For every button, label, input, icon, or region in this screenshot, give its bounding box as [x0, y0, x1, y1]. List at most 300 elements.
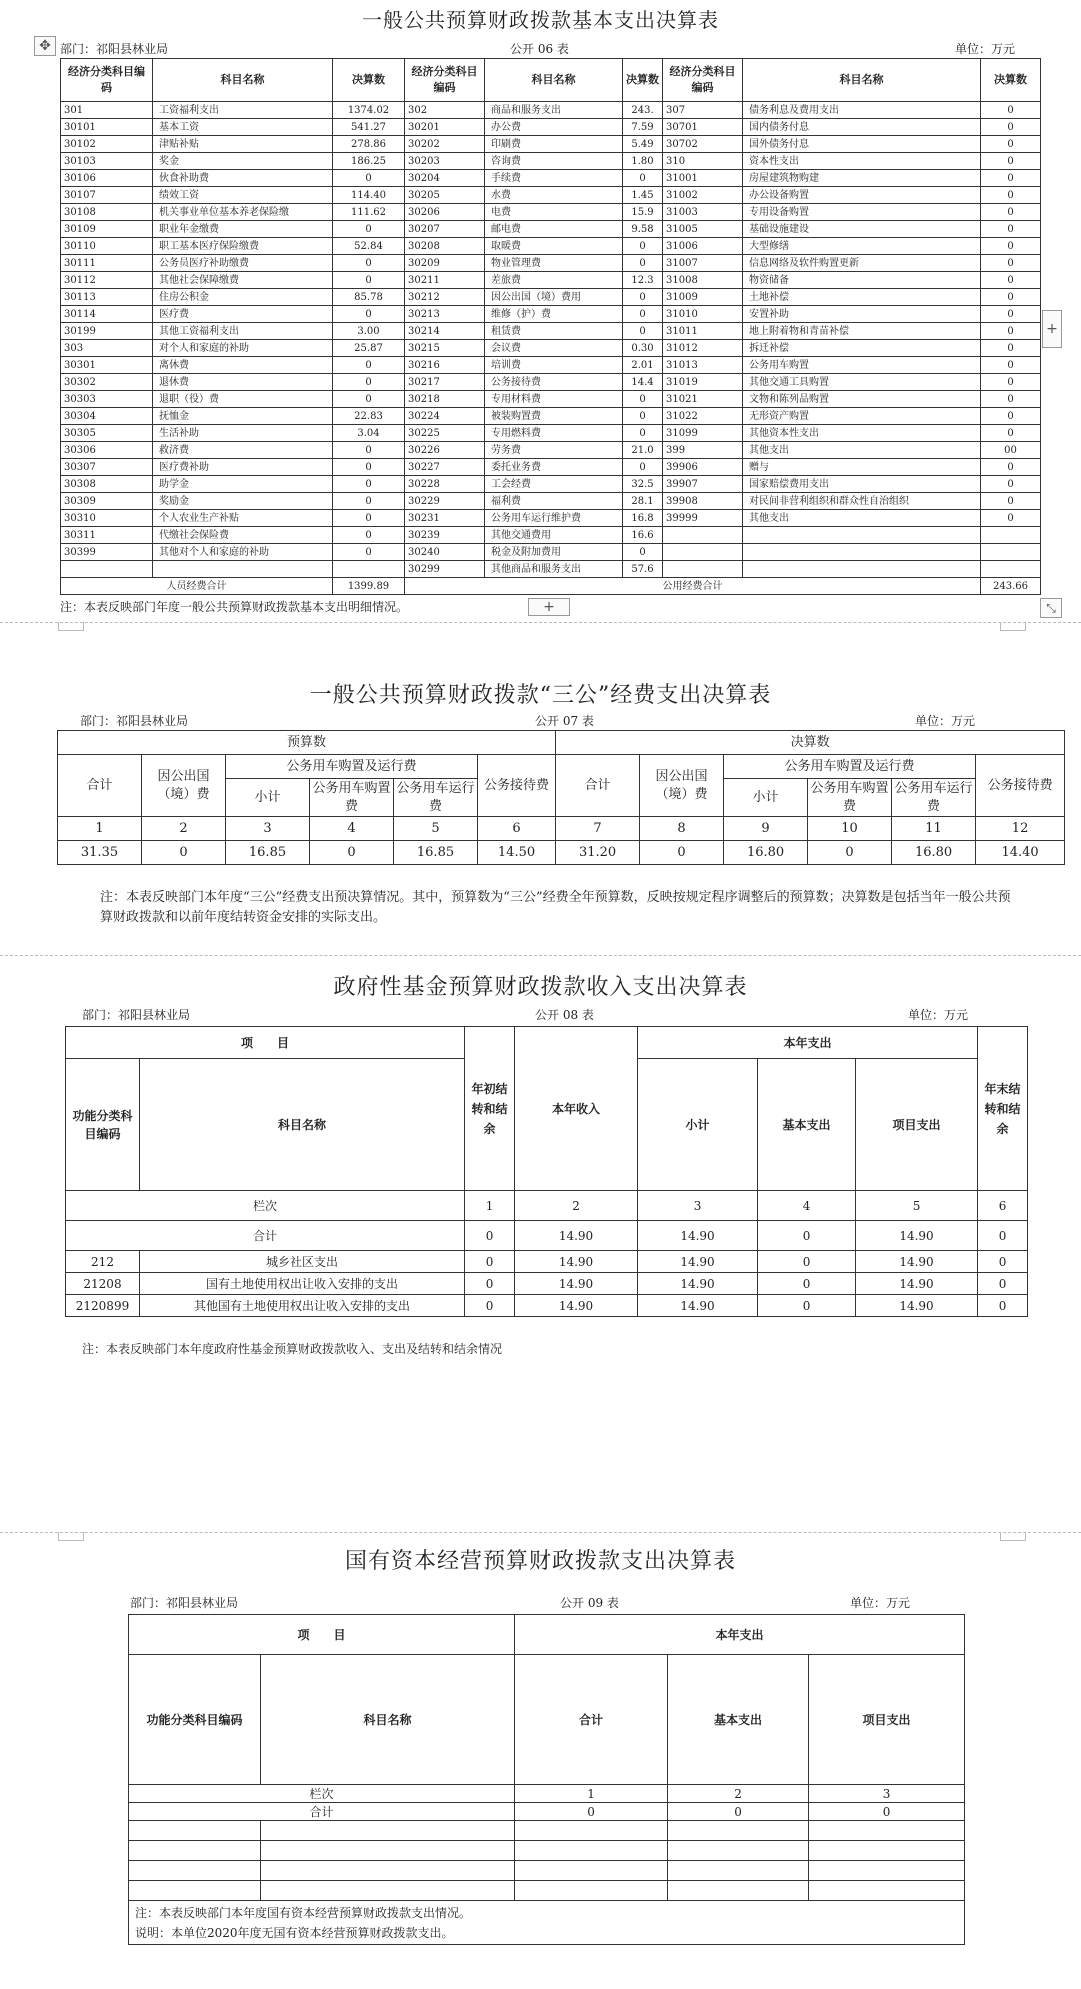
t08-value-cell: 0: [758, 1251, 856, 1273]
t06-name-cell: 退职（役）费: [153, 391, 333, 408]
t08-row: [66, 1251, 1028, 1273]
t07-total-header: 合计: [556, 755, 640, 817]
t06-code-cell: 30301: [61, 357, 153, 374]
t06-code-cell: 30239: [405, 527, 485, 544]
t08-value-cell: 0: [465, 1273, 515, 1295]
t06-name-cell: 地上附着物和青苗补偿: [743, 323, 981, 340]
t06-row: [61, 544, 1041, 561]
t06-code-cell: 30227: [405, 459, 485, 476]
t06-row: [61, 102, 1041, 119]
t07-total-header: 合计: [58, 755, 142, 817]
t06-name-cell: 办公费: [485, 119, 623, 136]
t06-code-cell: 39907: [663, 476, 743, 493]
t06-row: [61, 306, 1041, 323]
t06-name-cell: 医疗费补助: [153, 459, 333, 476]
t09-col-number: 3: [809, 1785, 965, 1803]
t06-code-cell: 30229: [405, 493, 485, 510]
t06-amount-cell: [981, 544, 1041, 561]
t06-amount-cell: 0: [981, 374, 1041, 391]
t08-value-cell: 14.90: [638, 1273, 758, 1295]
t09-code: 公开 09 表: [560, 1596, 619, 1610]
t09-col-number: 1: [515, 1785, 668, 1803]
t08-income-header: 本年收入: [515, 1027, 638, 1191]
t06-header-cell: 经济分类科目编码: [61, 59, 153, 102]
t09-unit: 单位：万元: [850, 1596, 911, 1610]
t06-name-cell: 手续费: [485, 170, 623, 187]
t06-amount-cell: 0: [623, 170, 663, 187]
t06-name-cell: 委托业务费: [485, 459, 623, 476]
t06-amount-cell: 0: [981, 493, 1041, 510]
t08-value-cell: 14.90: [638, 1295, 758, 1317]
t06-amount-cell: 32.5: [623, 476, 663, 493]
t08-total-cell: 14.90: [515, 1221, 638, 1251]
t06-name-cell: 福利费: [485, 493, 623, 510]
t06-code-cell: 30112: [61, 272, 153, 289]
t06-row: [61, 221, 1041, 238]
t06-amount-cell: 0: [623, 459, 663, 476]
t07-value-cell: 14.40: [976, 841, 1065, 865]
t06-code-cell: 30113: [61, 289, 153, 306]
t06-name-cell: 住房公积金: [153, 289, 333, 306]
t08-note: 注：本表反映部门本年度政府性基金预算财政拨款收入、支出及结转和结余情况: [82, 1342, 503, 1356]
t06-row: [61, 493, 1041, 510]
t06-amount-cell: 0: [981, 136, 1041, 153]
t07-value-row: [58, 841, 1065, 865]
t06-amount-cell: 0: [981, 187, 1041, 204]
t06-amount-cell: 111.62: [333, 204, 405, 221]
t06-name-cell: [743, 527, 981, 544]
t06-code-cell: 30215: [405, 340, 485, 357]
t06-code-cell: 310: [663, 153, 743, 170]
t08-dept: 部门：祁阳县林业局: [82, 1008, 191, 1022]
t09-col-label: 栏次: [129, 1785, 515, 1803]
t06-amount-cell: 0: [623, 238, 663, 255]
t06-amount-cell: 3.00: [333, 323, 405, 340]
t08-value-cell: 0: [465, 1251, 515, 1273]
t06-code-cell: 30209: [405, 255, 485, 272]
t06-name-cell: 办公设备购置: [743, 187, 981, 204]
t06-name-cell: 国内债务付息: [743, 119, 981, 136]
t08-value-cell: 0: [978, 1295, 1028, 1317]
t06-code-cell: 31019: [663, 374, 743, 391]
t08-code-cell: 21208: [66, 1273, 140, 1295]
t08-item-header: 项 目: [66, 1027, 465, 1059]
t06-amount-cell: 9.58: [623, 221, 663, 238]
t06-code-cell: [663, 544, 743, 561]
t06-name-cell: 资本性支出: [743, 153, 981, 170]
t06-code-cell: 30108: [61, 204, 153, 221]
t06-code-cell: 30240: [405, 544, 485, 561]
t06-code-cell: 303: [61, 340, 153, 357]
t06-code-cell: 30225: [405, 425, 485, 442]
t08-total-row: [66, 1221, 1028, 1251]
t07-value-cell: 14.50: [478, 841, 556, 865]
t06-name-cell: 会议费: [485, 340, 623, 357]
t06-name-cell: 伙食补助费: [153, 170, 333, 187]
t06-code-cell: 31010: [663, 306, 743, 323]
t06-code-cell: 30308: [61, 476, 153, 493]
t08-total-cell: 14.90: [638, 1221, 758, 1251]
t06-row: [61, 408, 1041, 425]
t06-name-cell: 物业管理费: [485, 255, 623, 272]
t07-col-number: 9: [724, 817, 808, 841]
t06-name-cell: 拆迁补偿: [743, 340, 981, 357]
t06-code-cell: 30217: [405, 374, 485, 391]
t06-note: 注：本表反映部门年度一般公共预算财政拨款基本支出明细情况。: [60, 600, 409, 614]
t06-amount-cell: 0: [333, 272, 405, 289]
t06-name-cell: 奖励金: [153, 493, 333, 510]
t06-name-cell: 文物和陈列品购置: [743, 391, 981, 408]
t06-amount-cell: 0: [981, 170, 1041, 187]
t06-row: [61, 510, 1041, 527]
t06-amount-cell: 0: [333, 255, 405, 272]
t06-total-personnel: 1399.89: [333, 578, 405, 595]
t06-row: [61, 238, 1041, 255]
t06-code-cell: 31005: [663, 221, 743, 238]
t06-amount-cell: 243.: [623, 102, 663, 119]
t06-code-cell: 31011: [663, 323, 743, 340]
t08-total-label: 合计: [66, 1221, 465, 1251]
t08-value-cell: 14.90: [515, 1273, 638, 1295]
t06-amount-cell: 3.04: [333, 425, 405, 442]
t08-code-cell: 212: [66, 1251, 140, 1273]
t06-code-cell: 31003: [663, 204, 743, 221]
t06-code-cell: 30304: [61, 408, 153, 425]
t06-amount-cell: 0: [981, 391, 1041, 408]
t06-name-cell: 维修（护）费: [485, 306, 623, 323]
t08-col-label: 栏次: [66, 1191, 465, 1221]
t09-total-cell: 0: [668, 1803, 809, 1821]
t06-code-cell: 31009: [663, 289, 743, 306]
t06-table: [60, 58, 1041, 595]
t06-code-cell: 30101: [61, 119, 153, 136]
t06-amount-cell: 0: [981, 340, 1041, 357]
t06-name-cell: 公务用车购置: [743, 357, 981, 374]
t06-code-cell: 39908: [663, 493, 743, 510]
t08-value-cell: 0: [978, 1273, 1028, 1295]
t06-name-cell: 离休费: [153, 357, 333, 374]
t09-code-header: 功能分类科目编码: [129, 1655, 261, 1785]
t06-amount-cell: 1.80: [623, 153, 663, 170]
t06-name-cell: 无形资产购置: [743, 408, 981, 425]
t06-name-cell: 其他支出: [743, 442, 981, 459]
t07-value-cell: 31.35: [58, 841, 142, 865]
t06-name-cell: 对个人和家庭的补助: [153, 340, 333, 357]
t06-name-cell: 税金及附加费用: [485, 544, 623, 561]
t06-name-cell: 代缴社会保险费: [153, 527, 333, 544]
t07-value-cell: 0: [310, 841, 394, 865]
t08-name-cell: 国有土地使用权出让收入安排的支出: [140, 1273, 465, 1295]
t06-amount-cell: 7.59: [623, 119, 663, 136]
t06-amount-cell: 278.86: [333, 136, 405, 153]
t06-code-cell: 30106: [61, 170, 153, 187]
t06-amount-cell: 2.01: [623, 357, 663, 374]
t06-header-cell: 决算数: [981, 59, 1041, 102]
t06-header-cell: 经济分类科目编码: [405, 59, 485, 102]
t07-col-number: 12: [976, 817, 1065, 841]
t07-abroad-header: 因公出国（境）费: [142, 755, 226, 817]
t06-amount-cell: 0: [981, 510, 1041, 527]
t06-dept: 部门：祁阳县林业局: [60, 42, 169, 56]
t06-amount-cell: 25.87: [333, 340, 405, 357]
t06-code-cell: 399: [663, 442, 743, 459]
t06-amount-cell: 0: [333, 476, 405, 493]
t06-total-public-label: 公用经费合计: [405, 578, 981, 595]
t07-dept: 部门：祁阳县林业局: [80, 714, 189, 728]
t06-name-cell: 公务员医疗补助缴费: [153, 255, 333, 272]
t06-code-cell: 31002: [663, 187, 743, 204]
t06-name-cell: 基本工资: [153, 119, 333, 136]
t06-row: [61, 340, 1041, 357]
t07-car-buy-header: 公务用车购置费: [808, 779, 892, 817]
t06-row: [61, 527, 1041, 544]
t06-name-cell: 土地补偿: [743, 289, 981, 306]
t06-name-cell: 其他交通工具购置: [743, 374, 981, 391]
t06-name-cell: 其他对个人和家庭的补助: [153, 544, 333, 561]
t08-col-number: 5: [856, 1191, 978, 1221]
t09-title: 国有资本经营预算财政拨款支出决算表: [344, 1549, 736, 1574]
t08-total-cell: 0: [978, 1221, 1028, 1251]
t09-project-header: 项目支出: [809, 1655, 965, 1785]
t06-name-cell: 专用材料费: [485, 391, 623, 408]
t08-subtotal-header: 小计: [638, 1059, 758, 1191]
t07-value-cell: 16.80: [892, 841, 976, 865]
t06-code-cell: 30299: [405, 561, 485, 578]
t07-col-number: 1: [58, 817, 142, 841]
t06-header-cell: 决算数: [623, 59, 663, 102]
t08-value-cell: 0: [465, 1295, 515, 1317]
t07-col-number: 6: [478, 817, 556, 841]
t08-unit: 单位：万元: [908, 1008, 969, 1022]
t06-code-cell: 30213: [405, 306, 485, 323]
t06-code-cell: 302: [405, 102, 485, 119]
t06-name-cell: 物资储备: [743, 272, 981, 289]
t06-row: [61, 255, 1041, 272]
t08-value-cell: 14.90: [515, 1251, 638, 1273]
t06-amount-cell: 0: [981, 408, 1041, 425]
t06-code-cell: 30702: [663, 136, 743, 153]
t06-name-cell: 债务利息及费用支出: [743, 102, 981, 119]
t06-code-cell: [663, 527, 743, 544]
t07-col-number: 11: [892, 817, 976, 841]
t06-row: [61, 187, 1041, 204]
t06-code-cell: 31099: [663, 425, 743, 442]
t08-total-cell: 0: [758, 1221, 856, 1251]
t06-name-cell: 电费: [485, 204, 623, 221]
t08-value-cell: 0: [978, 1251, 1028, 1273]
t06-code-cell: 30204: [405, 170, 485, 187]
t06-code-cell: 307: [663, 102, 743, 119]
t06-code-cell: 30310: [61, 510, 153, 527]
t09-subj-header: 科目名称: [261, 1655, 515, 1785]
t07-subtotal-header: 小计: [226, 779, 310, 817]
t06-code-cell: 30305: [61, 425, 153, 442]
move-handle-icon[interactable]: ✥: [34, 36, 56, 56]
t06-code-cell: 30110: [61, 238, 153, 255]
t06-name-cell: 工资福利支出: [153, 102, 333, 119]
t09-total-label: 合计: [129, 1803, 515, 1821]
t06-row: [61, 459, 1041, 476]
t06-amount-cell: 0: [333, 493, 405, 510]
t06-name-cell: 其他商品和服务支出: [485, 561, 623, 578]
t06-code-cell: 30103: [61, 153, 153, 170]
t06-amount-cell: 0: [333, 459, 405, 476]
t06-code-cell: 30111: [61, 255, 153, 272]
t06-code-cell: 30216: [405, 357, 485, 374]
t06-code-cell: 31021: [663, 391, 743, 408]
t06-name-cell: 商品和服务支出: [485, 102, 623, 119]
t08-code-cell: 2120899: [66, 1295, 140, 1317]
t06-amount-cell: 0: [981, 119, 1041, 136]
t06-code-cell: 31001: [663, 170, 743, 187]
t09-note2: 说明：本单位2020年度无国有资本经营预算财政拨款支出。: [135, 1925, 454, 1940]
t06-name-cell: [743, 544, 981, 561]
add-row-button[interactable]: +: [528, 598, 570, 616]
t09-empty-row: [129, 1861, 965, 1881]
t07-car-run-header: 公务用车运行费: [394, 779, 478, 817]
t08-col-number: 2: [515, 1191, 638, 1221]
t06-name-cell: 其他交通费用: [485, 527, 623, 544]
t06-title: 一般公共预算财政拨款基本支出决算表: [362, 8, 719, 32]
t07-col-number: 5: [394, 817, 478, 841]
t06-amount-cell: 0: [623, 323, 663, 340]
t06-code-cell: 301: [61, 102, 153, 119]
t08-table: [65, 1026, 1028, 1317]
t06-amount-cell: 0: [623, 306, 663, 323]
t06-name-cell: 对民间非营利组织和群众性自治组织: [743, 493, 981, 510]
t06-amount-cell: 0: [623, 289, 663, 306]
t06-code-cell: 31022: [663, 408, 743, 425]
t08-col-number: 6: [978, 1191, 1028, 1221]
t06-code-cell: 30311: [61, 527, 153, 544]
t06-row: [61, 204, 1041, 221]
t06-code-cell: 31013: [663, 357, 743, 374]
t06-header-cell: 科目名称: [153, 59, 333, 102]
t06-amount-cell: 0: [981, 476, 1041, 493]
t06-code-cell: 30207: [405, 221, 485, 238]
t06-amount-cell: [981, 527, 1041, 544]
t06-code-cell: 30306: [61, 442, 153, 459]
t08-number-row: [66, 1191, 1028, 1221]
t06-name-cell: [743, 561, 981, 578]
t06-amount-cell: 0: [981, 153, 1041, 170]
t08-code-header: 功能分类科目编码: [66, 1059, 140, 1191]
t06-name-cell: 救济费: [153, 442, 333, 459]
t08-value-cell: 14.90: [638, 1251, 758, 1273]
t07-value-cell: 16.80: [724, 841, 808, 865]
t07-subtotal-header: 小计: [724, 779, 808, 817]
t06-row: [61, 170, 1041, 187]
t06-code-cell: 30114: [61, 306, 153, 323]
t07-col-number: 4: [310, 817, 394, 841]
t06-row: [61, 136, 1041, 153]
t06-name-cell: 大型修缮: [743, 238, 981, 255]
t06-amount-cell: 186.25: [333, 153, 405, 170]
t07-value-cell: 16.85: [394, 841, 478, 865]
add-column-button[interactable]: +: [1042, 310, 1062, 348]
expand-icon[interactable]: ⤡: [1040, 598, 1062, 618]
t07-value-cell: 0: [808, 841, 892, 865]
t06-amount-cell: 00: [981, 442, 1041, 459]
t06-row: [61, 289, 1041, 306]
t07-value-cell: 0: [142, 841, 226, 865]
t09-number-row: [129, 1785, 965, 1803]
t06-amount-cell: 0: [333, 442, 405, 459]
t06-code-cell: 30309: [61, 493, 153, 510]
t08-row: [66, 1295, 1028, 1317]
t06-code-cell: 30208: [405, 238, 485, 255]
t06-code-cell: 30109: [61, 221, 153, 238]
t07-car-group-header: 公务用车购置及运行费: [226, 755, 478, 779]
t07-budget-header: 预算数: [58, 731, 556, 755]
t06-code-cell: 30399: [61, 544, 153, 561]
t09-total-cell: 0: [809, 1803, 965, 1821]
t06-name-cell: 被装购置费: [485, 408, 623, 425]
t06-amount-cell: 0: [623, 544, 663, 561]
t06-amount-cell: 0: [981, 323, 1041, 340]
t06-name-cell: 机关事业单位基本养老保险缴: [153, 204, 333, 221]
t06-amount-cell: 114.40: [333, 187, 405, 204]
t06-header-cell: 经济分类科目编码: [663, 59, 743, 102]
t06-name-cell: 其他社会保障缴费: [153, 272, 333, 289]
t06-name-cell: 其他支出: [743, 510, 981, 527]
t08-col-number: 4: [758, 1191, 856, 1221]
t06-header-cell: 科目名称: [485, 59, 623, 102]
t07-reception-header: 公务接待费: [976, 755, 1065, 817]
t06-amount-cell: 15.9: [623, 204, 663, 221]
t09-note-row: [129, 1901, 965, 1945]
t08-expense-header: 本年支出: [638, 1027, 978, 1059]
t06-amount-cell: 0: [981, 306, 1041, 323]
t06-amount-cell: 0: [981, 255, 1041, 272]
t06-amount-cell: 0: [623, 425, 663, 442]
t06-name-cell: 信息网络及软件购置更新: [743, 255, 981, 272]
t08-basic-header: 基本支出: [758, 1059, 856, 1191]
t07-col-number: 10: [808, 817, 892, 841]
t06-name-cell: 水费: [485, 187, 623, 204]
t09-basic-header: 基本支出: [668, 1655, 809, 1785]
t06-name-cell: 专用燃料费: [485, 425, 623, 442]
t06-code-cell: 30205: [405, 187, 485, 204]
t06-code-cell: 30214: [405, 323, 485, 340]
t09-total-cell: 0: [515, 1803, 668, 1821]
t06-name-cell: 国家赔偿费用支出: [743, 476, 981, 493]
t06-code-cell: 30303: [61, 391, 153, 408]
t07-col-number: 2: [142, 817, 226, 841]
t06-code-cell: 30102: [61, 136, 153, 153]
t08-value-cell: 14.90: [856, 1273, 978, 1295]
t06-amount-cell: 0: [981, 289, 1041, 306]
t06-unit: 单位：万元: [955, 42, 1016, 56]
t06-code-cell: 30302: [61, 374, 153, 391]
t08-value-cell: 14.90: [856, 1295, 978, 1317]
t06-code-cell: 30107: [61, 187, 153, 204]
t06-code-cell: 39906: [663, 459, 743, 476]
t06-row: [61, 119, 1041, 136]
t06-amount-cell: 22.83: [333, 408, 405, 425]
t06-code-cell: 30231: [405, 510, 485, 527]
t06-name-cell: 其他资本性支出: [743, 425, 981, 442]
t07-unit: 单位：万元: [915, 714, 976, 728]
t06-code-cell: 31006: [663, 238, 743, 255]
t07-car-buy-header: 公务用车购置费: [310, 779, 394, 817]
t07-col-number: 7: [556, 817, 640, 841]
t09-total-header: 合计: [515, 1655, 668, 1785]
t06-name-cell: 其他工资福利支出: [153, 323, 333, 340]
t06-amount-cell: 0: [333, 357, 405, 374]
t06-amount-cell: 16.6: [623, 527, 663, 544]
t06-name-cell: 医疗费: [153, 306, 333, 323]
